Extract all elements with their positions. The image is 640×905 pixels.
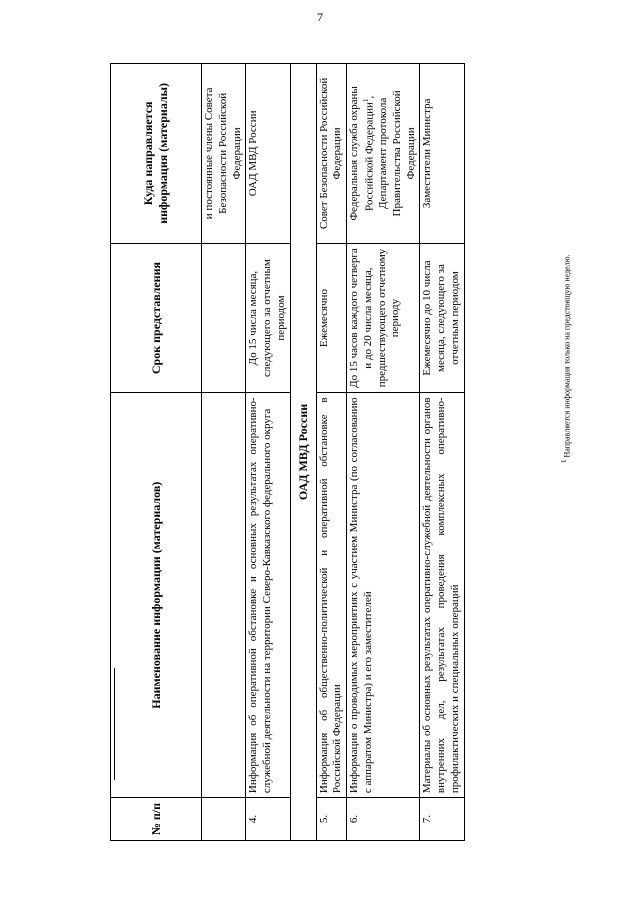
table-header-row: [111, 64, 202, 841]
footnote: [560, 63, 574, 463]
rotated-table-container: [110, 63, 502, 841]
row-dest: Заместители Министра: [420, 64, 464, 244]
row-num: 7.: [420, 798, 464, 841]
information-table: [110, 63, 465, 841]
row-dest: Совет Безопасности Российской Федерации: [316, 64, 347, 244]
row-num: 6.: [347, 798, 420, 841]
row-name: Информация о проводимых мероприятиях с участием Министра (по согласованию с аппаратом Министра) и его заместителей: [347, 393, 420, 798]
header-dest: Куда направляется информация (материалы): [111, 64, 202, 244]
table-row: [420, 64, 464, 841]
table-row: [246, 64, 290, 841]
table-row: [316, 64, 347, 841]
row-dest: ОАД МВД России: [246, 64, 290, 244]
continuation-name: [202, 393, 246, 798]
footnote-separator: [114, 668, 115, 780]
continuation-row: [202, 64, 246, 841]
dest-part-b: , Департамент протокола Правительства Российской Федерации: [363, 90, 417, 217]
row-name: Информация об общественно-политической и оперативной обстановке в Российской Федерации: [316, 393, 347, 798]
table-row: [347, 64, 420, 841]
header-num: № п/п: [111, 798, 202, 841]
row-num: 4.: [246, 798, 290, 841]
section-title: ОАД МВД России: [290, 64, 316, 841]
section-row: [290, 64, 316, 841]
row-term: До 15 часов каждого четверга и до 20 числа месяца, предшествующего отчетному периоду: [347, 243, 420, 393]
header-name: Наименование информации (материалов): [111, 393, 202, 798]
page-number: 7: [317, 10, 323, 24]
footnote-mark: 1: [560, 459, 568, 463]
continuation-dest: и постоянные члены Совета Безопасности Российской Федерации: [202, 64, 246, 244]
row-dest: [347, 64, 420, 244]
row-name: Информация об оперативной обстановке и основных результатах оперативно-служебной деятельности на территории Северо-Кавказского федерального округа: [246, 393, 290, 798]
row-term: До 15 числа месяца, следующего за отчетным периодом: [246, 243, 290, 393]
footnote-text: Направляется информация только на предстоящую неделю.: [562, 254, 572, 458]
continuation-term: [202, 243, 246, 393]
row-term: Ежемесячно: [316, 243, 347, 393]
continuation-num: [202, 798, 246, 841]
row-name: Материалы об основных результатах оперативно-служебной деятельности органов внутренних дел, результатах проведения комплексных оперативно-профилактических и специальных операций: [420, 393, 464, 798]
row-term: Ежемесячно до 10 числа месяца, следующего за отчетным периодом: [420, 243, 464, 393]
row-num: 5.: [316, 798, 347, 841]
footnote-ref: 1: [361, 98, 370, 103]
dest-part-a: Федеральная служба охраны Российской Федерации: [348, 86, 376, 221]
header-term: Срок представления: [111, 243, 202, 393]
